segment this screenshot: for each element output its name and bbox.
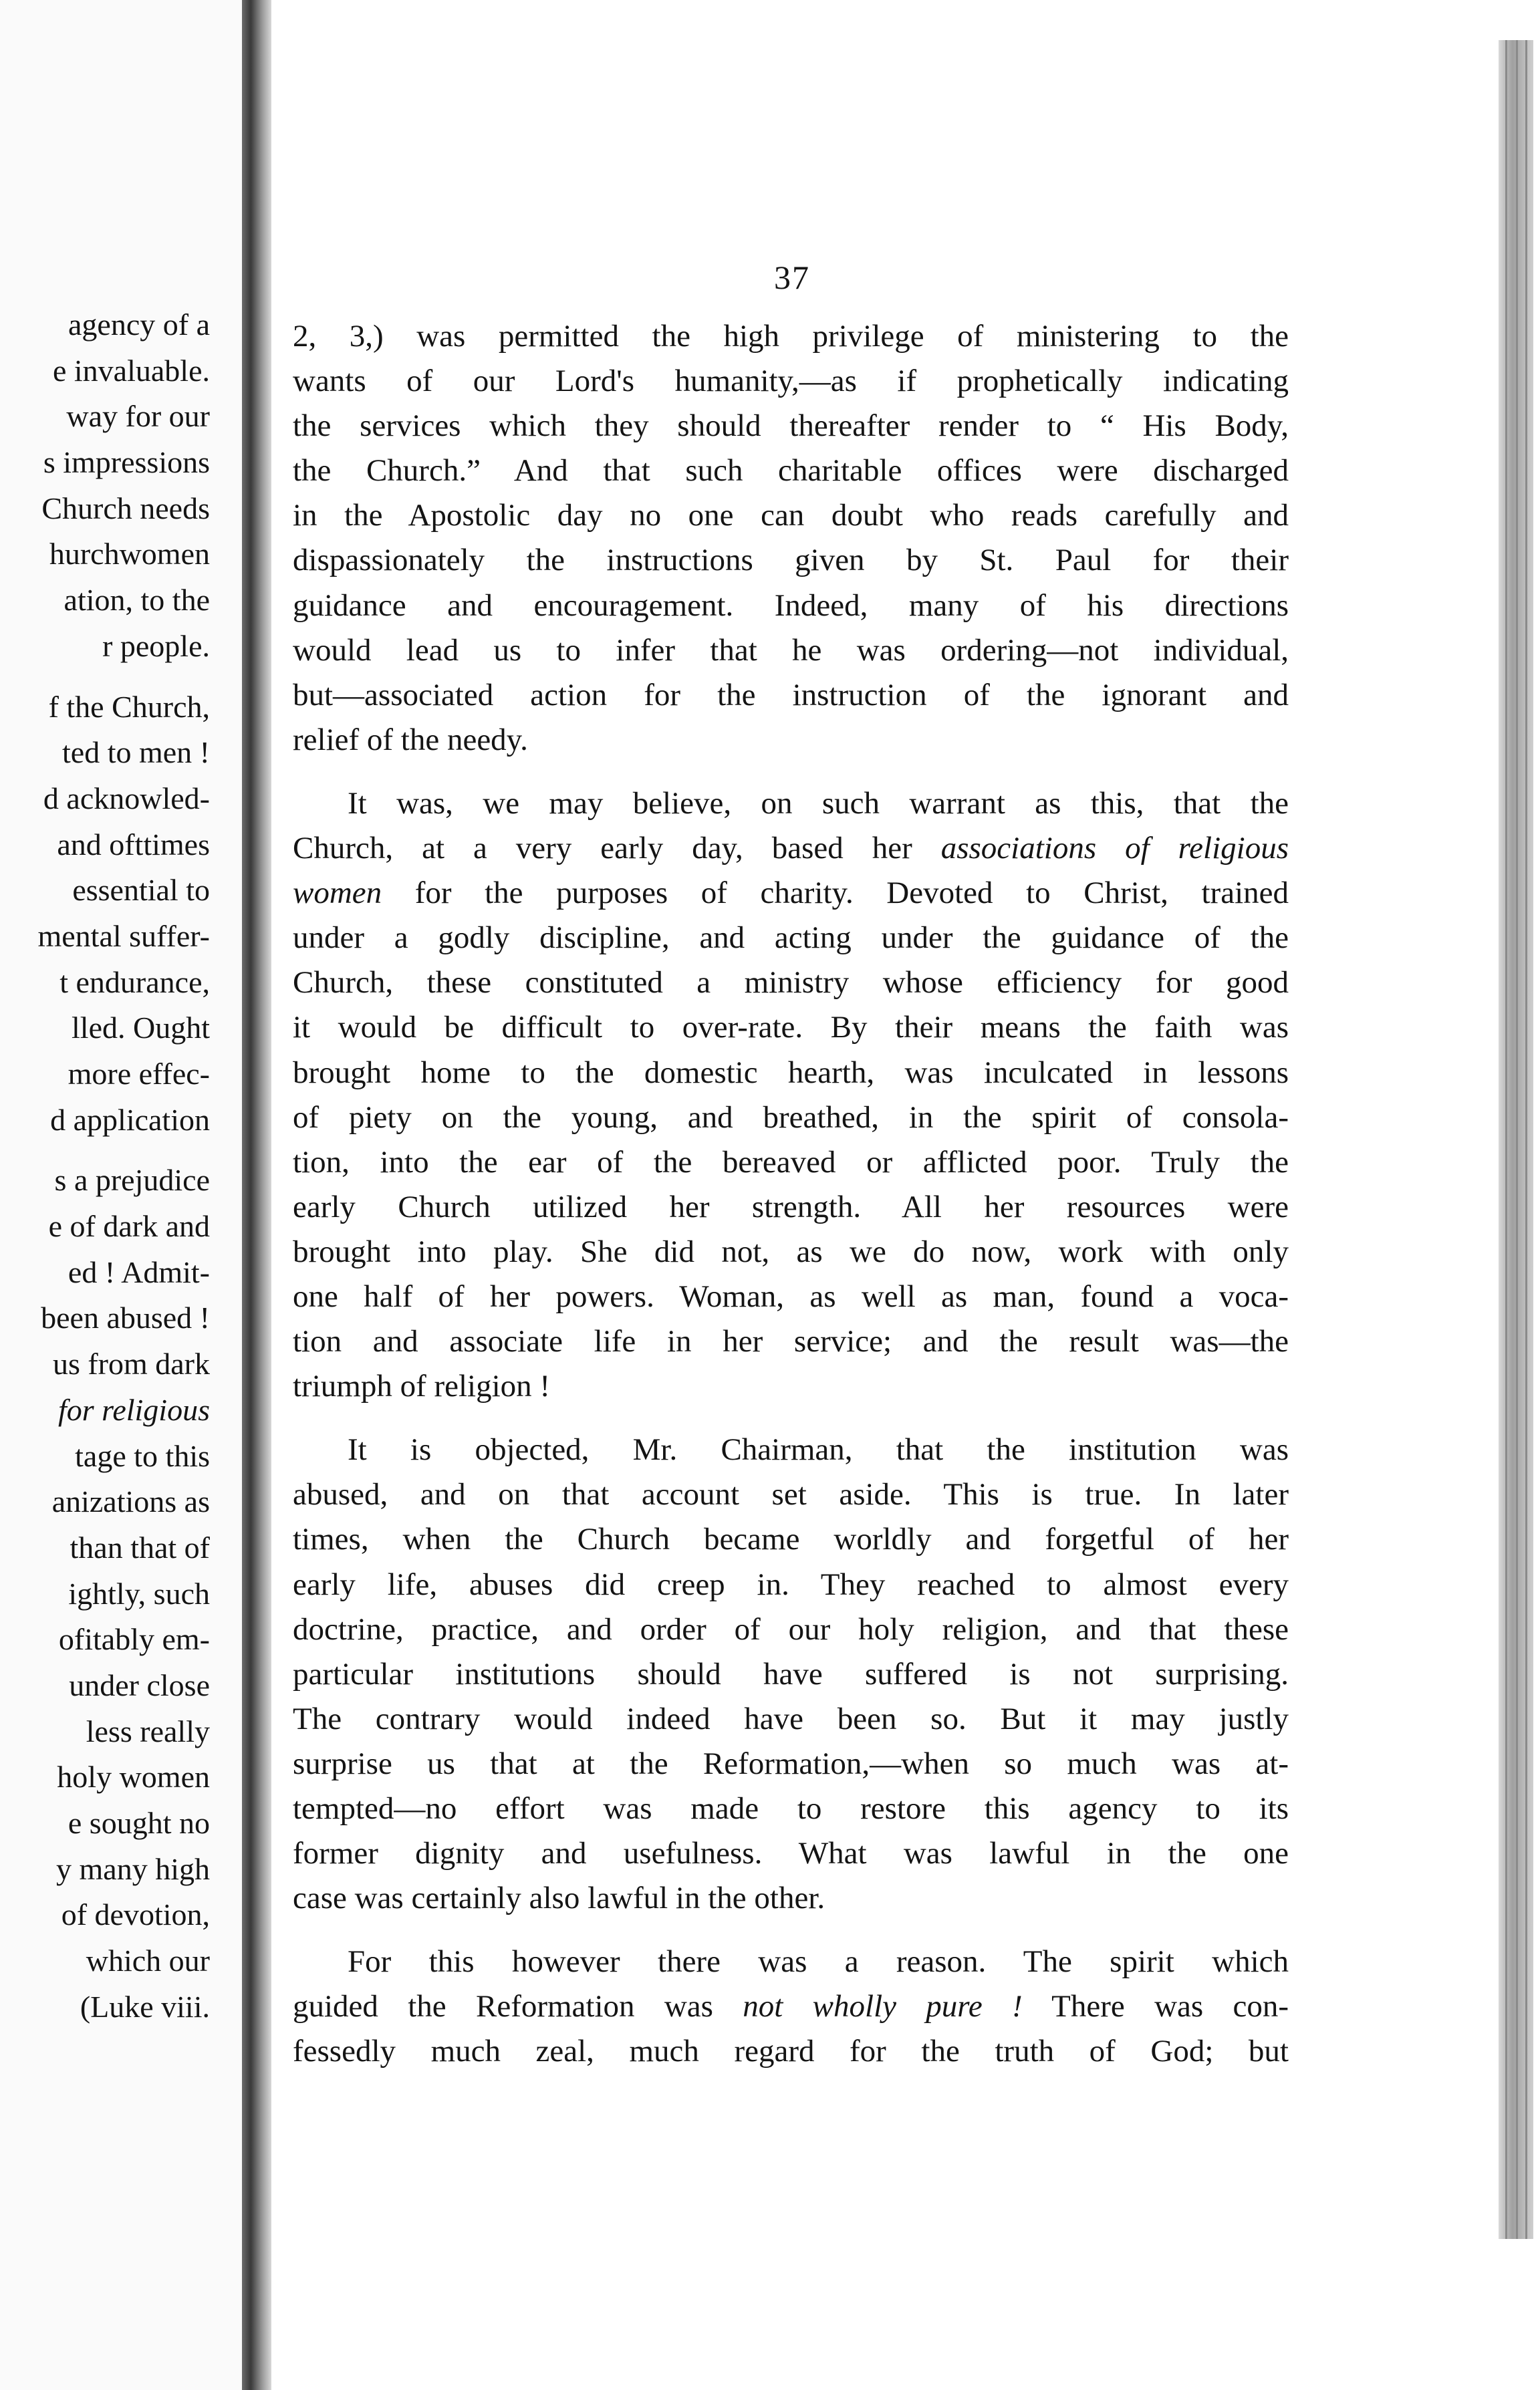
left-line: way for our <box>66 399 210 434</box>
text-line: surprise us that at the Reformation,—when so much was at- <box>293 1746 1289 1781</box>
text-line: women for the purposes of charity. Devoted to Christ, trained <box>293 876 1289 911</box>
left-line: ightly, such <box>68 1576 210 1611</box>
left-line: e invaluable. <box>52 353 210 388</box>
text-line: For this however there was a reason. The spirit which <box>348 1944 1289 1980</box>
text-line: doctrine, practice, and order of our holy religion, and that these <box>293 1611 1289 1647</box>
left-line: more effec- <box>68 1057 210 1091</box>
text-line: Church, these constituted a ministry whose efficiency for good <box>293 965 1289 1001</box>
left-line: d application <box>50 1102 210 1137</box>
page-edges <box>1499 40 1533 2239</box>
text-line: former dignity and usefulness. What was lawful in the one <box>293 1836 1289 1871</box>
text-line: early Church utilized her strength. All her resources were <box>293 1189 1289 1224</box>
page-number: 37 <box>774 259 810 296</box>
left-line: r people. <box>102 628 210 663</box>
text-line: abused, and on that account set aside. This is true. In later <box>293 1477 1289 1512</box>
left-line: y many high <box>56 1851 210 1886</box>
left-line: f the Church, <box>48 689 210 724</box>
left-line: hurchwomen <box>49 537 210 571</box>
left-line: under close <box>69 1668 210 1702</box>
left-line: e sought no <box>68 1806 210 1840</box>
text-line: brought into play. She did not, as we do now, work with only <box>293 1234 1289 1269</box>
text-line: dispassionately the instructions given by St. Paul for their <box>293 543 1289 578</box>
left-line: been abused ! <box>41 1301 210 1335</box>
left-page <box>0 0 242 2390</box>
left-line: ation, to the <box>63 583 210 618</box>
left-line: ofitably em- <box>58 1622 210 1657</box>
left-line: tage to this <box>75 1438 210 1473</box>
left-line: s a prejudice <box>54 1163 210 1198</box>
text-line: tion and associate life in her service; and the result was—the <box>293 1324 1289 1359</box>
text-line: guided the Reformation was not wholly pure ! There was con- <box>293 1989 1289 2024</box>
left-line: ted to men ! <box>62 735 210 770</box>
text-line: Church, at a very early day, based her associations of religious <box>293 831 1289 866</box>
left-line: (Luke viii. <box>80 1989 210 2024</box>
left-line: t endurance, <box>59 964 210 999</box>
left-line: essential to <box>72 873 210 908</box>
left-line: ed ! Admit- <box>68 1254 210 1289</box>
left-page-text <box>0 302 210 2030</box>
text-line: times, when the Church became worldly and forgetful of her <box>293 1522 1289 1557</box>
left-line: d acknowled- <box>43 781 210 815</box>
text-line: early life, abuses did creep in. They reached to almost every <box>293 1567 1289 1602</box>
text-line: wants of our Lord's humanity,—as if prophetically indicating <box>293 364 1289 399</box>
text-line: It is objected, Mr. Chairman, that the institution was <box>348 1432 1289 1468</box>
left-line: lled. Ought <box>72 1011 210 1045</box>
text-line: in the Apostolic day no one can doubt who reads carefully and <box>293 498 1289 533</box>
left-line: anizations as <box>51 1484 210 1519</box>
text-line: case was certainly also lawful in the other. <box>293 1881 825 1916</box>
left-line: for religious <box>57 1392 210 1427</box>
left-line: holy women <box>57 1760 210 1795</box>
text-line: relief of the needy. <box>293 722 528 757</box>
text-line: but—associated action for the instruction of the ignorant and <box>293 677 1289 712</box>
text-line: would lead us to infer that he was ordering—not individual, <box>293 632 1289 668</box>
left-line: mental suffer- <box>37 918 210 953</box>
text-line: it would be difficult to over-rate. By their means the faith was <box>293 1010 1289 1045</box>
text-line: guidance and encouragement. Indeed, many of his directions <box>293 587 1289 623</box>
left-line: than that of <box>70 1530 210 1565</box>
left-line: e of dark and <box>48 1209 210 1244</box>
text-line: tion, into the ear of the bereaved or afflicted poor. Truly the <box>293 1144 1289 1180</box>
book-gutter <box>242 0 271 2390</box>
text-line: one half of her powers. Woman, as well as man, found a voca- <box>293 1279 1289 1314</box>
text-line: the services which they should thereafter render to “ His Body, <box>293 408 1289 444</box>
left-line: and ofttimes <box>57 827 210 861</box>
left-line: us from dark <box>52 1347 210 1381</box>
left-line: agency of a <box>68 307 210 342</box>
left-line: s impressions <box>43 445 210 480</box>
text-line: It was, we may believe, on such warrant as this, that the <box>348 785 1289 821</box>
left-line: of devotion, <box>61 1897 210 1932</box>
text-line: brought home to the domestic hearth, was inculcated in lessons <box>293 1055 1289 1090</box>
text-line: triumph of religion ! <box>293 1369 551 1404</box>
left-line: less really <box>86 1714 210 1748</box>
left-line: Church needs <box>41 491 210 525</box>
text-line: under a godly discipline, and acting under the guidance of the <box>293 920 1289 956</box>
text-line: of piety on the young, and breathed, in the spirit of consola- <box>293 1099 1289 1135</box>
body-text <box>293 314 1289 2075</box>
text-line: tempted—no effort was made to restore this agency to its <box>293 1791 1289 1826</box>
text-line: particular institutions should have suffered is not surprising. <box>293 1656 1289 1692</box>
text-line: The contrary would indeed have been so. But it may justly <box>293 1701 1289 1736</box>
text-line: fessedly much zeal, much regard for the truth of God; but <box>293 2034 1289 2069</box>
left-line: which our <box>86 1944 210 1978</box>
text-line: the Church.” And that such charitable offices were discharged <box>293 453 1289 489</box>
text-line: 2, 3,) was permitted the high privilege of ministering to the <box>293 319 1289 354</box>
